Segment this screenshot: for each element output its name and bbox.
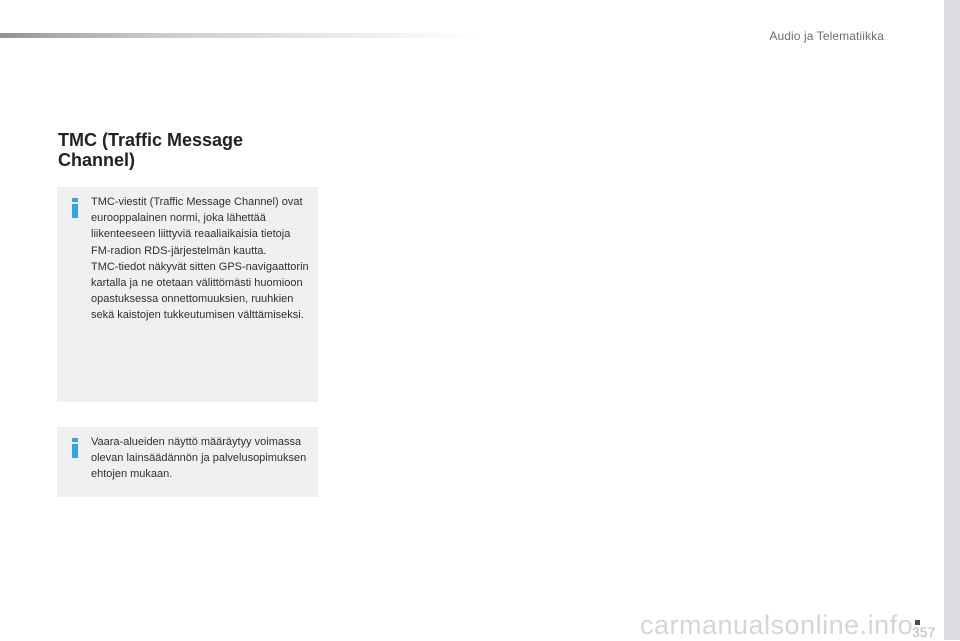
watermark-text: carmanualsonline.info <box>640 610 914 640</box>
section-title: Audio ja Telematiikka <box>769 29 884 43</box>
info-box-danger-zones <box>57 427 318 497</box>
info-box-tmc <box>57 187 318 402</box>
info-box-text: Vaara-alueiden näyttö määräytyy voimassa olevan lainsäädännön ja palvelusopimuksen ehtojen mukaan. <box>91 436 307 481</box>
info-icon <box>72 198 78 218</box>
page-number: 357 <box>912 624 936 640</box>
info-box-text: TMC-viestit (Traffic Message Channel) ovat eurooppalainen normi, joka lähettää liikenteeseen liittyviä reaaliaikaisia tietoja FM-radion RDS-järjestelmän kautta. TMC-tiedot näkyvät sitten GPS-navigaattorin kartalla ja ne otetaan välittömästi huomioon opastuksessa onnettomuuksien, ruuhkien sekä kaistojen tukkeutumisen välttämiseksi. <box>91 196 309 322</box>
header-bar <box>0 33 480 38</box>
page-heading: TMC (Traffic Message Channel) <box>58 130 244 170</box>
side-strip <box>944 0 960 640</box>
info-icon <box>72 438 78 458</box>
